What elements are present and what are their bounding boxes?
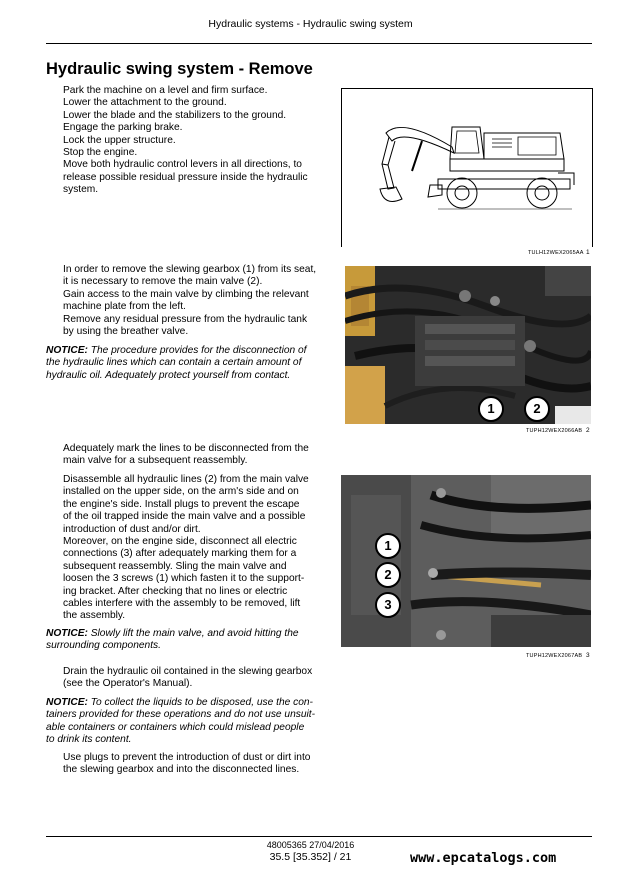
running-header: Hydraulic systems - Hydraulic swing system (208, 18, 413, 30)
text-line: installed on the upper side, on the arm's side and on (63, 486, 299, 498)
text-line: hydraulic oil. Adequately protect yourself from contact. (46, 369, 291, 381)
text-line: able containers or containers which could mislead people (46, 721, 305, 733)
text-line: Stop the engine. (63, 147, 138, 159)
instruction-steps (63, 85, 308, 197)
valve-connections-illustration (341, 475, 591, 647)
text-line: the slewing gearbox and into the disconnected lines. (63, 764, 300, 776)
notice-lift-valve (46, 628, 299, 653)
page-reference: 35.5 [35.352] / 21 (269, 851, 352, 863)
text-line: main valve for a subsequent reassembly. (63, 455, 248, 467)
notice-label: NOTICE: (46, 628, 88, 639)
figure-3-number: 3 (586, 652, 590, 659)
text-line: Engage the parking brake. (63, 122, 183, 134)
callout-3: 3 (375, 592, 401, 618)
text-line: release possible residual pressure inside the hydraulic (63, 171, 308, 183)
text-line: In order to remove the slewing gearbox (1) from its seat, (63, 264, 317, 275)
callout-2: 2 (524, 396, 550, 422)
text-line: of the oil trapped inside the main valve and a possible (63, 511, 306, 523)
figure-1-number: 1 (586, 249, 590, 256)
page-title: Hydraulic swing system - Remove (46, 60, 313, 78)
text-line: loosen the 3 screws (1) which fasten it to the support- (63, 573, 305, 585)
disassemble-step (63, 474, 309, 623)
notice-text: The procedure provides for the disconnection of (90, 345, 307, 356)
text-line: it is necessary to remove the main valve (2). (63, 276, 263, 288)
text-line: connections (3) after adequately marking them for a (63, 548, 297, 560)
notice-text: To collect the liquids to be disposed, use the con- (90, 697, 313, 708)
text-line: subsequent reassembly. Sling the main valve and (63, 560, 287, 572)
text-line: cables interfere with the assembly to be removed, lift (63, 598, 301, 610)
figure-1-caption: TULH12WEX2065AA (528, 250, 584, 256)
mark-lines-step (63, 443, 309, 468)
figure-1-frame (341, 88, 593, 247)
notice-text: Slowly lift the main valve, and avoid hitting the (90, 628, 299, 639)
main-valve-intro (63, 264, 316, 338)
text-line: tainers provided for these operations and do not use unsuit- (46, 709, 316, 721)
text-line: surrounding components. (46, 640, 161, 652)
callout-1: 1 (375, 533, 401, 559)
callout-2: 2 (375, 562, 401, 588)
figure-2-number: 2 (586, 427, 590, 434)
text-line: Disassemble all hydraulic lines (2) from the main valve (63, 474, 309, 485)
text-line: the engine's side. Install plugs to prevent the escape (63, 498, 300, 510)
text-line: Lock the upper structure. (63, 134, 176, 146)
document-reference: 48005365 27/04/2016 (266, 840, 355, 850)
text-line (46, 345, 307, 357)
text-line: to drink its content. (46, 734, 132, 746)
text-line: (see the Operator's Manual). (63, 678, 193, 690)
valve-photo-illustration (345, 266, 591, 424)
text-line: Remove any residual pressure from the hydraulic tank (63, 313, 308, 325)
footer-rule (46, 836, 592, 837)
text-line: Adequately mark the lines to be disconnected from the (63, 443, 309, 454)
text-line: ing bracket. After checking that no lines or electric (63, 585, 288, 597)
notice-label: NOTICE: (46, 345, 88, 356)
text-line: by using the breather valve. (63, 326, 189, 338)
text-line: Park the machine on a level and firm surface. (63, 85, 268, 96)
figure-2-caption: TUPH12WEX2066AB (526, 428, 583, 434)
text-line: Lower the attachment to the ground. (63, 97, 227, 109)
text-line (46, 628, 299, 640)
drain-oil-step (63, 666, 312, 691)
text-line: Use plugs to prevent the introduction of dust or dirt into (63, 752, 311, 763)
notice-dispose-liquids (46, 697, 315, 747)
text-line: the assembly. (63, 610, 126, 622)
excavator-illustration (342, 89, 592, 247)
figure-3-caption: TUPH12WEX2067AB (526, 653, 583, 659)
text-line: the hydraulic lines which can contain a certain amount of (46, 357, 302, 369)
text-line: Drain the hydraulic oil contained in the slewing gearbox (63, 666, 313, 677)
plugs-step (63, 752, 310, 777)
text-line: Moreover, on the engine side, disconnect all electric (63, 536, 297, 548)
figure-3-photo (341, 475, 591, 647)
text-line: Gain access to the main valve by climbing the relevant (63, 288, 309, 300)
text-line: introduction of dust and/or dirt. (63, 523, 201, 535)
header-rule (46, 43, 592, 44)
text-line: Move both hydraulic control levers in all directions, to (63, 159, 302, 171)
text-line: machine plate from the left. (63, 301, 186, 313)
text-line (46, 697, 315, 709)
notice-hydraulic-oil (46, 345, 307, 382)
text-line: system. (63, 184, 99, 196)
watermark-url[interactable]: www.epcatalogs.com (410, 850, 557, 866)
callout-1: 1 (478, 396, 504, 422)
text-line: Lower the blade and the stabilizers to the ground. (63, 109, 287, 121)
figure-2-photo (345, 266, 591, 424)
notice-label: NOTICE: (46, 697, 88, 708)
